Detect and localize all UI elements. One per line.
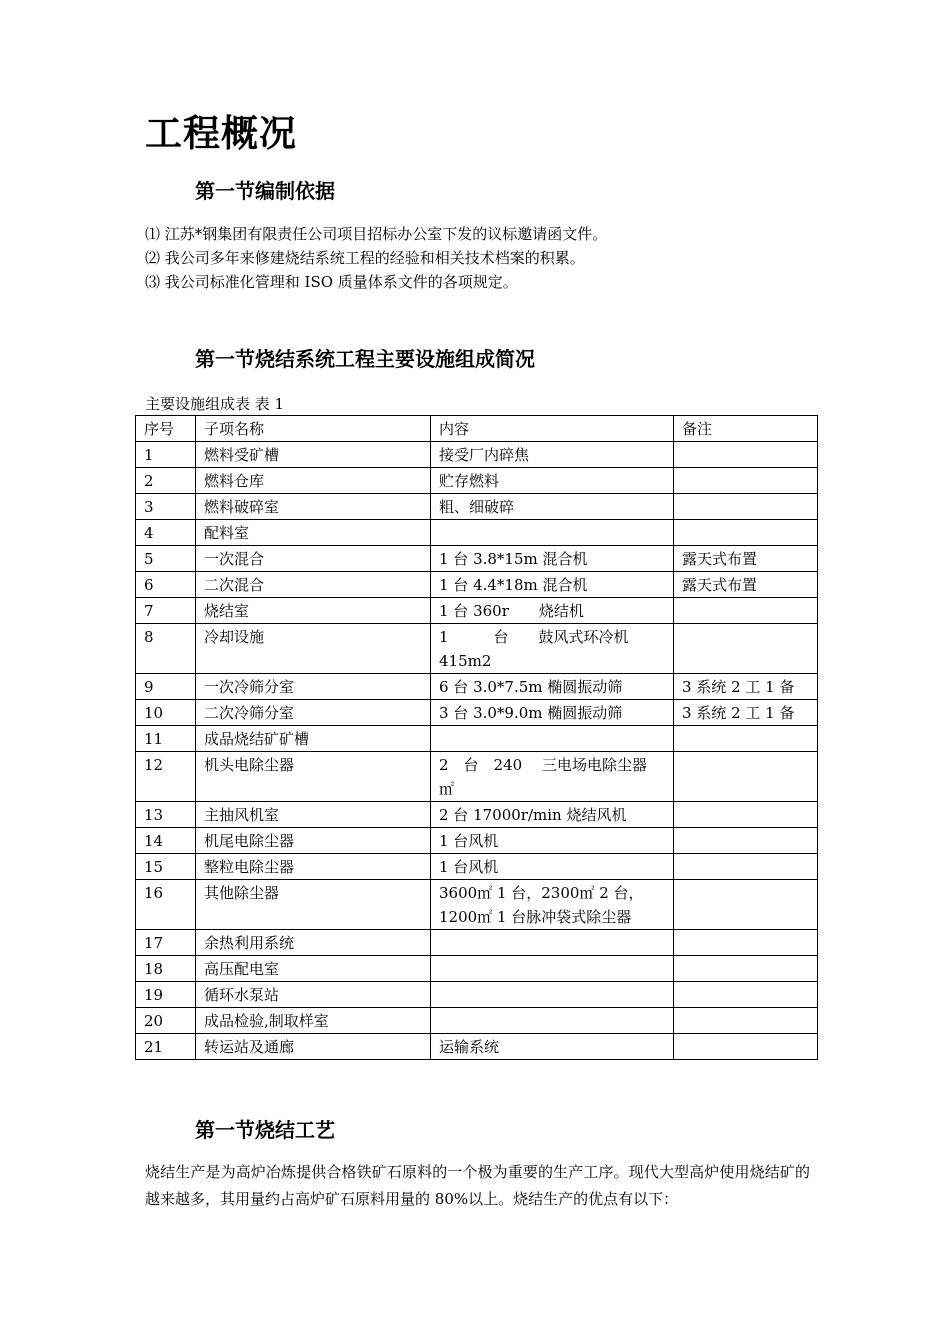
section-heading-process: 第一节烧结工艺 bbox=[195, 1118, 335, 1142]
table-cell: 5 bbox=[136, 546, 196, 572]
table-cell: 运输系统 bbox=[431, 1034, 674, 1060]
table-row bbox=[136, 442, 818, 468]
table-cell bbox=[674, 726, 818, 752]
table-row bbox=[136, 494, 818, 520]
table-row bbox=[136, 1034, 818, 1060]
table-row bbox=[136, 930, 818, 956]
table-cell bbox=[431, 1008, 674, 1034]
table-cell: 7 bbox=[136, 598, 196, 624]
table-cell: 2 bbox=[136, 468, 196, 494]
table-cell: 20 bbox=[136, 1008, 196, 1034]
section-heading-facilities: 第一节烧结系统工程主要设施组成简况 bbox=[195, 347, 535, 371]
table-cell bbox=[674, 956, 818, 982]
table-cell: 12 bbox=[136, 752, 196, 802]
table-cell: 主抽风机室 bbox=[196, 802, 431, 828]
table-cell: 3 台 3.0*9.0m 椭圆振动筛 bbox=[431, 700, 674, 726]
table-cell: 1 台风机 bbox=[431, 828, 674, 854]
table-cell: 3 bbox=[136, 494, 196, 520]
section-heading-basis: 第一节编制依据 bbox=[195, 179, 335, 203]
table-cell: 8 bbox=[136, 624, 196, 674]
table-cell: 成品烧结矿矿槽 bbox=[196, 726, 431, 752]
table-cell: 1 bbox=[136, 442, 196, 468]
table-cell bbox=[674, 624, 818, 674]
table-row bbox=[136, 956, 818, 982]
table-cell: 二次混合 bbox=[196, 572, 431, 598]
table-cell: 其他除尘器 bbox=[196, 880, 431, 930]
table-cell: 15 bbox=[136, 854, 196, 880]
table-cell: 4 bbox=[136, 520, 196, 546]
table-row bbox=[136, 624, 818, 674]
table-row bbox=[136, 880, 818, 930]
header-cell: 序号 bbox=[136, 416, 196, 442]
table-cell: 18 bbox=[136, 956, 196, 982]
table-cell: 贮存燃料 bbox=[431, 468, 674, 494]
table-cell: 粗、细破碎 bbox=[431, 494, 674, 520]
basis-item-1: ⑴ 江苏*钢集团有限责任公司项目招标办公室下发的议标邀请函文件。 bbox=[145, 225, 608, 243]
table-cell: 一次冷筛分室 bbox=[196, 674, 431, 700]
table-cell bbox=[674, 468, 818, 494]
table-cell: 机头电除尘器 bbox=[196, 752, 431, 802]
table-row bbox=[136, 726, 818, 752]
table-cell: 成品检验,制取样室 bbox=[196, 1008, 431, 1034]
table-cell: 露天式布置 bbox=[674, 546, 818, 572]
table-row bbox=[136, 598, 818, 624]
table-cell bbox=[674, 854, 818, 880]
table-cell: 3 系统 2 工 1 备 bbox=[674, 700, 818, 726]
table-cell bbox=[431, 930, 674, 956]
table-row bbox=[136, 674, 818, 700]
process-paragraph: 烧结生产是为高炉冶炼提供合格铁矿石原料的一个极为重要的生产工序。现代大型高炉使用烧结矿的越来越多，其用量约占高炉矿石原料用量的 80%以上。烧结生产的优点有以下： bbox=[145, 1163, 810, 1208]
table-cell: 17 bbox=[136, 930, 196, 956]
table-cell: 转运站及通廊 bbox=[196, 1034, 431, 1060]
table-row bbox=[136, 982, 818, 1008]
table-cell bbox=[674, 982, 818, 1008]
table-cell: 1 台风机 bbox=[431, 854, 674, 880]
table-cell: 循环水泵站 bbox=[196, 982, 431, 1008]
table-row bbox=[136, 752, 818, 802]
table-cell: 整粒电除尘器 bbox=[196, 854, 431, 880]
basis-item-2: ⑵ 我公司多年来修建烧结系统工程的经验和相关技术档案的积累。 bbox=[145, 249, 585, 267]
table-row bbox=[136, 828, 818, 854]
table-header-row bbox=[136, 416, 818, 442]
table-cell bbox=[674, 494, 818, 520]
table-cell bbox=[674, 1008, 818, 1034]
table-cell: 1 台 鼓风式环冷机 415m2 bbox=[431, 624, 674, 674]
table-cell bbox=[674, 828, 818, 854]
table-cell bbox=[674, 752, 818, 802]
table-cell bbox=[431, 520, 674, 546]
table-row bbox=[136, 802, 818, 828]
table-cell: 燃料仓库 bbox=[196, 468, 431, 494]
table-cell: 2 台 240 三电场电除尘器 ㎡ bbox=[431, 752, 674, 802]
table-cell: 1 台 4.4*18m 混合机 bbox=[431, 572, 674, 598]
table-cell: 2 台 17000r/min 烧结风机 bbox=[431, 802, 674, 828]
page-title: 工程概况 bbox=[145, 112, 297, 155]
header-cell: 备注 bbox=[674, 416, 818, 442]
table-cell bbox=[674, 1034, 818, 1060]
table-cell bbox=[431, 956, 674, 982]
table-cell: 露天式布置 bbox=[674, 572, 818, 598]
header-cell: 子项名称 bbox=[196, 416, 431, 442]
table-cell: 机尾电除尘器 bbox=[196, 828, 431, 854]
table-cell: 余热利用系统 bbox=[196, 930, 431, 956]
table-cell: 燃料受矿槽 bbox=[196, 442, 431, 468]
basis-item-3: ⑶ 我公司标准化管理和 ISO 质量体系文件的各项规定。 bbox=[145, 273, 518, 291]
table-cell bbox=[674, 880, 818, 930]
table-cell bbox=[431, 726, 674, 752]
table-cell: 3600㎡ 1 台，2300㎡ 2 台，1200㎡ 1 台脉冲袋式除尘器 bbox=[431, 880, 674, 930]
table-cell: 11 bbox=[136, 726, 196, 752]
table-cell bbox=[431, 982, 674, 1008]
table-cell: 21 bbox=[136, 1034, 196, 1060]
table-row bbox=[136, 700, 818, 726]
header-cell: 内容 bbox=[431, 416, 674, 442]
table-cell: 9 bbox=[136, 674, 196, 700]
table-row bbox=[136, 520, 818, 546]
facilities-table bbox=[135, 415, 818, 1060]
table-cell bbox=[674, 442, 818, 468]
table-cell bbox=[674, 520, 818, 546]
table-cell: 13 bbox=[136, 802, 196, 828]
table-cell: 10 bbox=[136, 700, 196, 726]
table-cell: 高压配电室 bbox=[196, 956, 431, 982]
table-cell: 燃料破碎室 bbox=[196, 494, 431, 520]
table-cell: 16 bbox=[136, 880, 196, 930]
table-cell: 6 台 3.0*7.5m 椭圆振动筛 bbox=[431, 674, 674, 700]
table-cell bbox=[674, 598, 818, 624]
table-row bbox=[136, 1008, 818, 1034]
table-cell: 1 台 360r 烧结机 bbox=[431, 598, 674, 624]
table-cell: 1 台 3.8*15m 混合机 bbox=[431, 546, 674, 572]
table-cell: 烧结室 bbox=[196, 598, 431, 624]
table-cell bbox=[674, 802, 818, 828]
table-cell: 19 bbox=[136, 982, 196, 1008]
table-cell: 配料室 bbox=[196, 520, 431, 546]
table-row bbox=[136, 572, 818, 598]
table-row bbox=[136, 854, 818, 880]
table-cell: 冷却设施 bbox=[196, 624, 431, 674]
table-cell bbox=[674, 930, 818, 956]
table-cell: 6 bbox=[136, 572, 196, 598]
table-cell: 14 bbox=[136, 828, 196, 854]
table-cell: 二次冷筛分室 bbox=[196, 700, 431, 726]
table-row bbox=[136, 468, 818, 494]
table-cell: 3 系统 2 工 1 备 bbox=[674, 674, 818, 700]
table-cell: 接受厂内碎焦 bbox=[431, 442, 674, 468]
table-caption: 主要设施组成表 表 1 bbox=[145, 395, 285, 413]
table-cell: 一次混合 bbox=[196, 546, 431, 572]
table-row bbox=[136, 546, 818, 572]
